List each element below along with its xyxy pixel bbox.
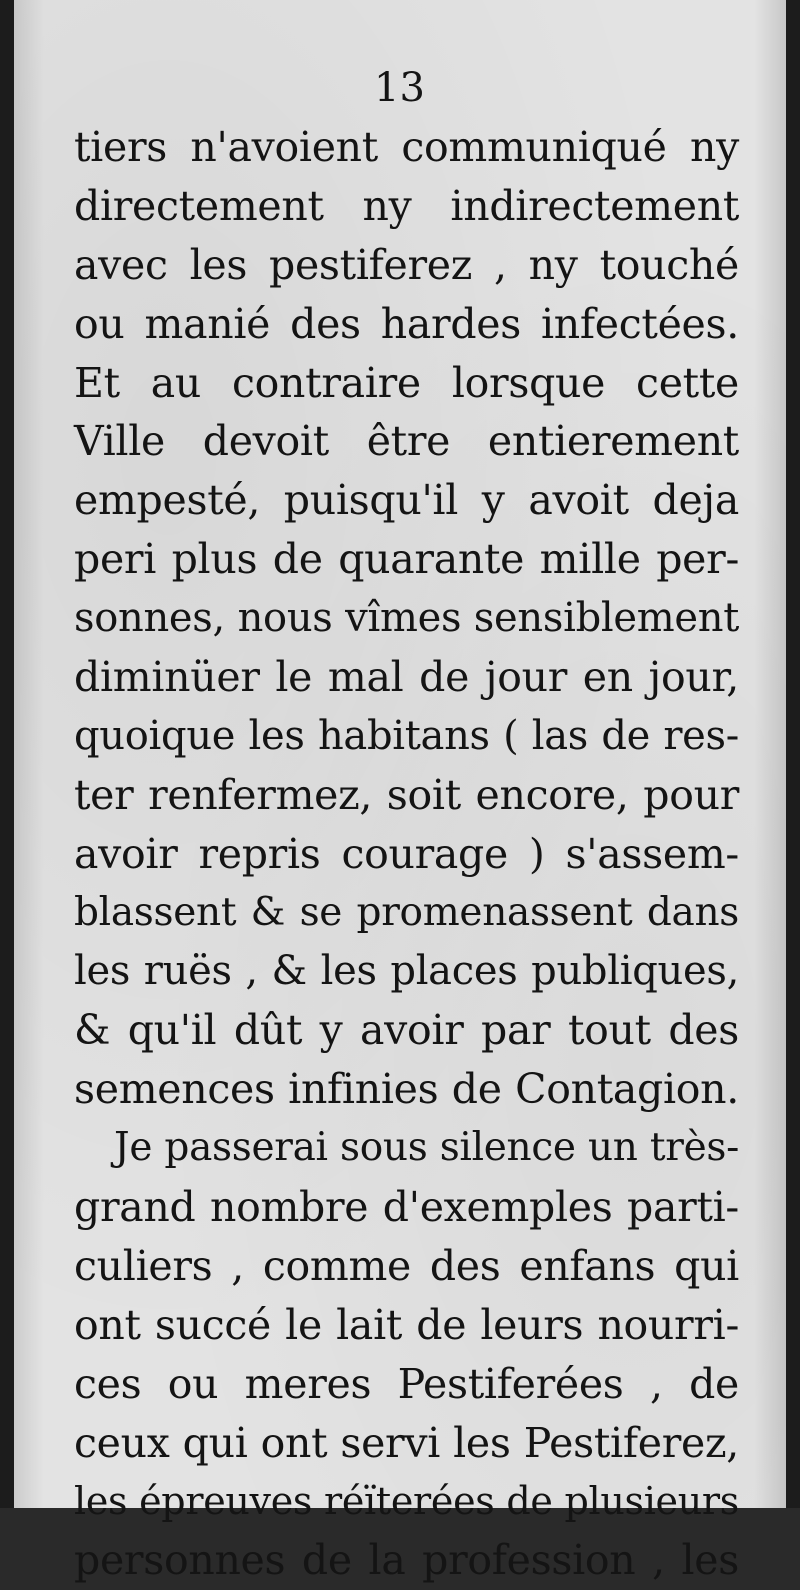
text-line: avoir repris courage ) s'assem- xyxy=(74,829,739,878)
text-line: quoique les habitans ( las de res- xyxy=(74,712,739,759)
text-line: ont succé le lait de leurs nourri- xyxy=(74,1300,739,1349)
text-line: ou manié des hardes infectées. xyxy=(74,299,739,348)
body-text xyxy=(74,118,739,1590)
text-line: peri plus de quarante mille per- xyxy=(74,535,739,584)
text-line: Ville devoit être entierement xyxy=(74,417,739,466)
text-line: ceux qui ont servi les Pestiferez, xyxy=(74,1418,739,1467)
text-line: directement ny indirectement xyxy=(74,181,739,230)
text-line: empesté, puisqu'il y avoit deja xyxy=(74,476,739,525)
text-line: ces ou meres Pestiferées , de xyxy=(74,1359,739,1408)
text-line: blassent & se promenassent dans xyxy=(74,889,739,935)
page-number: 13 xyxy=(374,65,425,111)
text-line: ter renfermez, soit encore, pour xyxy=(74,770,739,819)
text-line: semences infinies de Contagion. xyxy=(74,1065,739,1114)
text-line: grand nombre d'exemples parti- xyxy=(74,1183,739,1232)
book-page xyxy=(14,0,786,1585)
text-line: tiers n'avoient communiqué ny xyxy=(74,123,739,171)
text-line: les épreuves réïterées de plusieurs xyxy=(74,1479,739,1524)
text-line: culiers , comme des enfans qui xyxy=(74,1241,739,1290)
text-line: diminüer le mal de jour en jour, xyxy=(74,653,739,702)
text-line: sonnes, nous vîmes sensiblement xyxy=(74,595,739,642)
text-line: personnes de la profession , les xyxy=(74,1536,739,1585)
text-line: Et au contraire lorsque cette xyxy=(74,358,739,407)
paragraph-start-line: Je passerai sous silence un très- xyxy=(114,1125,739,1171)
text-line: avec les pestiferez , ny touché xyxy=(74,240,739,289)
text-line: les ruës , & les places publiques, xyxy=(74,948,739,995)
text-line: & qu'il dût y avoir par tout des xyxy=(74,1006,739,1055)
